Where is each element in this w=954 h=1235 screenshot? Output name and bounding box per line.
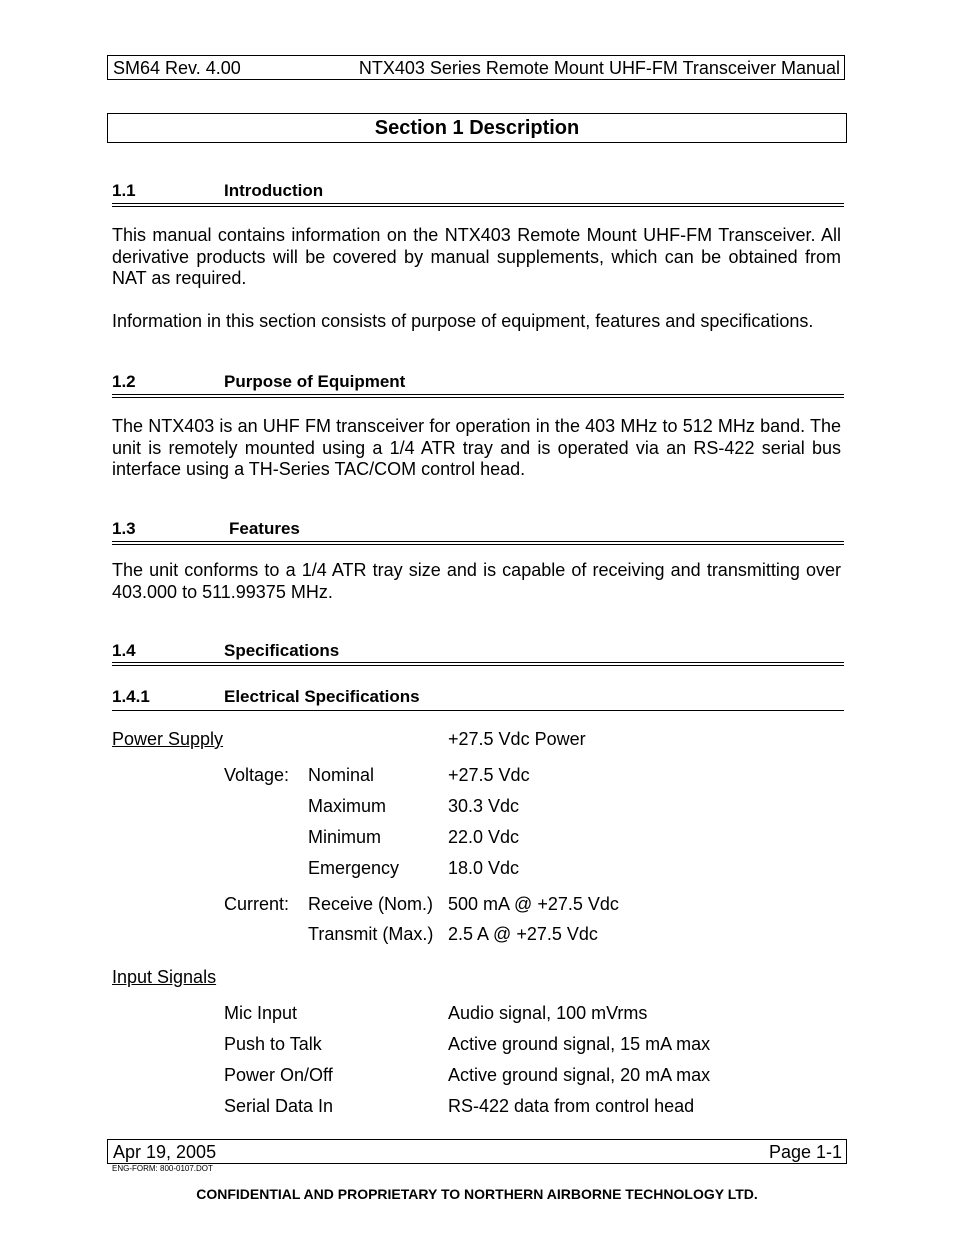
heading-specifications: Specifications: [224, 641, 340, 660]
heading-rule: [112, 710, 844, 711]
page-number: Page 1-1: [768, 1142, 842, 1162]
page-header: [107, 55, 845, 80]
spec-value: 22.0 Vdc: [448, 827, 520, 847]
heading-number-1-4-1: 1.4.1: [112, 687, 150, 706]
power-supply-value: +27.5 Vdc Power: [448, 729, 586, 749]
spec-name: Minimum: [308, 827, 382, 847]
heading-features: Features: [229, 519, 300, 538]
input-signals-label: Input Signals: [112, 967, 217, 987]
heading-rule: [112, 394, 844, 398]
spec-value: 30.3 Vdc: [448, 796, 520, 816]
spec-name: Mic Input: [224, 1003, 298, 1023]
doc-title: NTX403 Series Remote Mount UHF-FM Transceiver Manual: [358, 58, 840, 78]
spec-value: Audio signal, 100 mVrms: [448, 1003, 648, 1023]
heading-number-1-4: 1.4: [112, 641, 136, 660]
confidential-notice: CONFIDENTIAL AND PROPRIETARY TO NORTHERN AIRBORNE TECHNOLOGY LTD.: [196, 1186, 758, 1202]
intro-text-1: This manual contains information on the NTX403 Remote Mount UHF-FM Transceiver. All derivative products will be covered by manual supplements, which can be obtained from NAT as required.: [112, 225, 841, 288]
spec-name: Nominal: [308, 765, 375, 785]
intro-paragraph: [112, 225, 841, 290]
spec-value: +27.5 Vdc: [448, 765, 530, 785]
intro-text-2: Information in this section consists of purpose of equipment, features and specifications.: [112, 311, 814, 331]
spec-value: 500 mA @ +27.5 Vdc: [448, 894, 619, 914]
page-footer: [107, 1139, 847, 1164]
features-text: The unit conforms to a 1/4 ATR tray size and is capable of receiving and transmitting over 403.000 to 511.99375 MHz.: [112, 560, 841, 602]
doc-id: SM64 Rev. 4.00: [113, 58, 241, 78]
spec-value: RS-422 data from control head: [448, 1096, 695, 1116]
heading-number-1-1: 1.1: [112, 181, 136, 200]
spec-name: Transmit (Max.): [308, 924, 434, 944]
heading-number-1-3: 1.3: [112, 519, 136, 538]
intro-paragraph-2: [112, 311, 841, 333]
spec-name: Serial Data In: [224, 1096, 334, 1116]
spec-name: Power On/Off: [224, 1065, 333, 1085]
features-paragraph: [112, 560, 841, 603]
spec-name: Emergency: [308, 858, 400, 878]
heading-rule: [112, 541, 844, 545]
heading-electrical-specs: Electrical Specifications: [224, 687, 420, 706]
heading-rule: [112, 662, 844, 666]
footer-date: Apr 19, 2005: [113, 1142, 217, 1162]
purpose-paragraph: [112, 416, 841, 481]
heading-purpose: Purpose of Equipment: [224, 372, 406, 391]
voltage-label: Voltage:: [224, 765, 290, 785]
purpose-text: The NTX403 is an UHF FM transceiver for operation in the 403 MHz to 512 MHz band. The unit is remotely mounted using a 1/4 ATR tray and is operated via an RS-422 serial bus interface using a TH-Series TAC/COM control head.: [112, 416, 841, 479]
section-title: Section 1 Description: [107, 113, 847, 143]
current-label: Current:: [224, 894, 290, 914]
form-code: ENG-FORM: 800-0107.DOT: [112, 1164, 213, 1173]
power-supply-label: Power Supply: [112, 729, 224, 749]
heading-number-1-2: 1.2: [112, 372, 136, 391]
spec-name: Push to Talk: [224, 1034, 322, 1054]
spec-name: Maximum: [308, 796, 387, 816]
spec-value: 2.5 A @ +27.5 Vdc: [448, 924, 598, 944]
spec-value: Active ground signal, 15 mA max: [448, 1034, 711, 1054]
spec-value: Active ground signal, 20 mA max: [448, 1065, 711, 1085]
spec-value: 18.0 Vdc: [448, 858, 520, 878]
heading-rule: [112, 203, 844, 207]
spec-name: Receive (Nom.): [308, 894, 434, 914]
heading-introduction: Introduction: [224, 181, 324, 200]
